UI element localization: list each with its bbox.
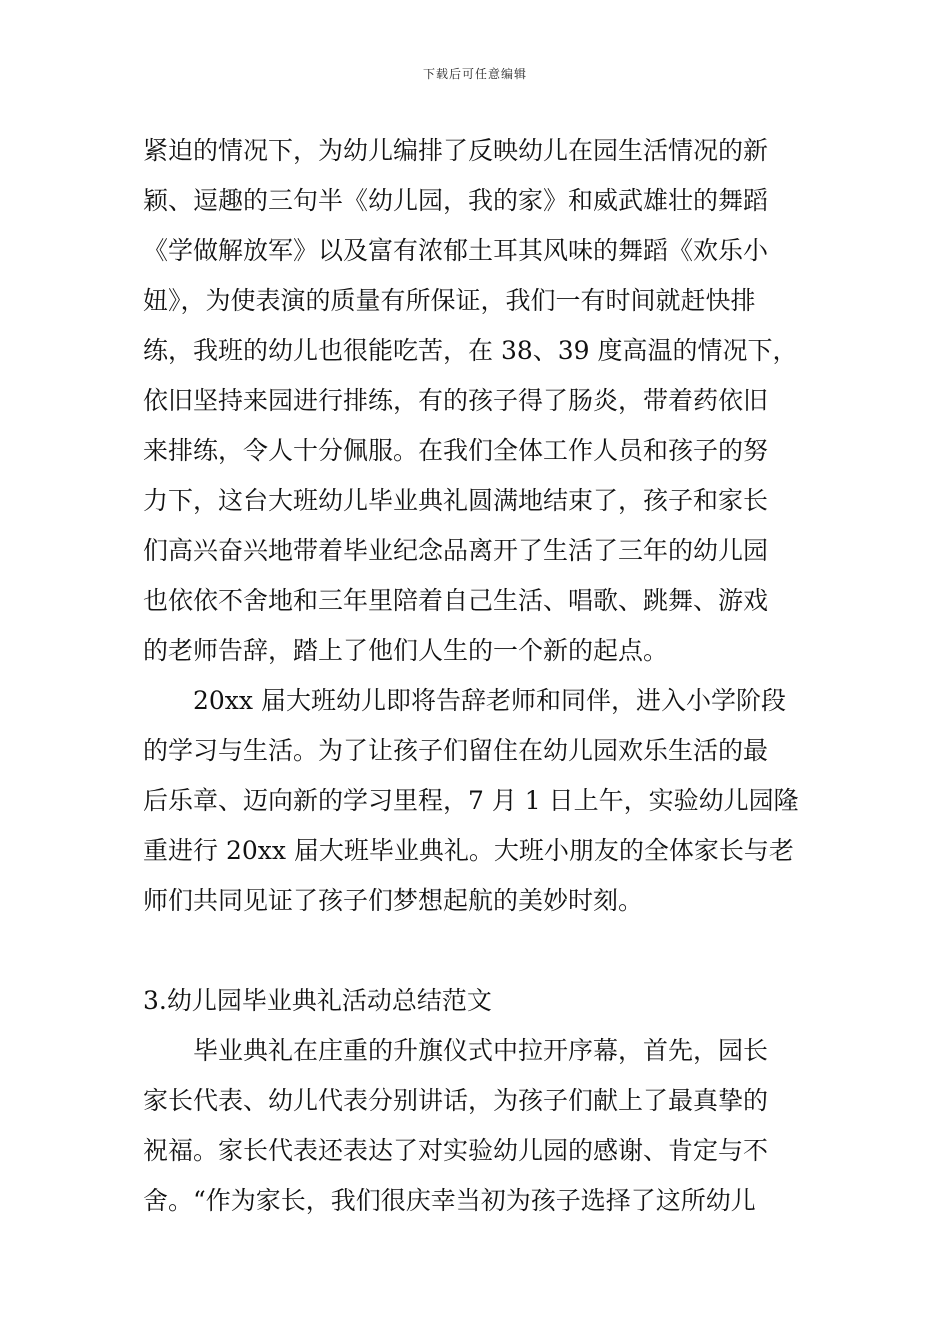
paragraph-2 xyxy=(143,676,810,926)
text-line: 师们共同见证了孩子们梦想起航的美妙时刻。 xyxy=(143,886,644,915)
text-line: 们高兴奋兴地带着毕业纪念品离开了生活了三年的幼儿园 xyxy=(143,536,769,565)
paragraph-3 xyxy=(143,1026,810,1226)
text-line: 练，我班的幼儿也很能吃苦，在 38、39 度高温的情况下， xyxy=(143,336,798,365)
paragraph-1 xyxy=(143,126,810,676)
text-line: 重进行 20xx 届大班毕业典礼。大班小朋友的全体家长与老 xyxy=(143,836,794,865)
text-line: 的老师告辞，踏上了他们人生的一个新的起点。 xyxy=(143,636,669,665)
text-line: 舍。“作为家长，我们很庆幸当初为孩子选择了这所幼儿 xyxy=(143,1186,756,1215)
text-line: 20xx 届大班幼儿即将告辞老师和同伴，进入小学阶段 xyxy=(193,686,786,715)
text-line: 后乐章、迈向新的学习里程，7 月 1 日上午，实验幼儿园隆 xyxy=(143,786,799,815)
text-line: 家长代表、幼儿代表分别讲话，为孩子们献上了最真挚的 xyxy=(143,1086,769,1115)
page-header-note: 下载后可任意编辑 xyxy=(422,67,527,81)
text-line: 的学习与生活。为了让孩子们留住在幼儿园欢乐生活的最 xyxy=(143,736,769,765)
text-line: 也依依不舍地和三年里陪着自己生活、唱歌、跳舞、游戏 xyxy=(143,586,769,615)
text-line: 力下，这台大班幼儿毕业典礼圆满地结束了，孩子和家长 xyxy=(143,486,769,515)
text-line: 祝福。家长代表还表达了对实验幼儿园的感谢、肯定与不 xyxy=(143,1136,769,1165)
text-line: 妞》，为使表演的质量有所保证，我们一有时间就赶快排 xyxy=(143,286,756,315)
paragraph-gap xyxy=(143,926,810,976)
document-body xyxy=(143,126,810,1226)
text-line: 紧迫的情况下，为幼儿编排了反映幼儿在园生活情况的新 xyxy=(143,136,769,165)
text-line: 毕业典礼在庄重的升旗仪式中拉开序幕，首先，园长 xyxy=(193,1036,769,1065)
text-line: 颖、逗趣的三句半《幼儿园，我的家》和威武雄壮的舞蹈 xyxy=(143,186,769,215)
text-line: 依旧坚持来园进行排练，有的孩子得了肠炎，带着药依旧 xyxy=(143,386,769,415)
section-heading: 3.幼儿园毕业典礼活动总结范文 xyxy=(143,986,492,1015)
text-line: 《学做解放军》以及富有浓郁土耳其风味的舞蹈《欢乐小 xyxy=(143,236,769,265)
text-line: 来排练，令人十分佩服。在我们全体工作人员和孩子的努 xyxy=(143,436,769,465)
